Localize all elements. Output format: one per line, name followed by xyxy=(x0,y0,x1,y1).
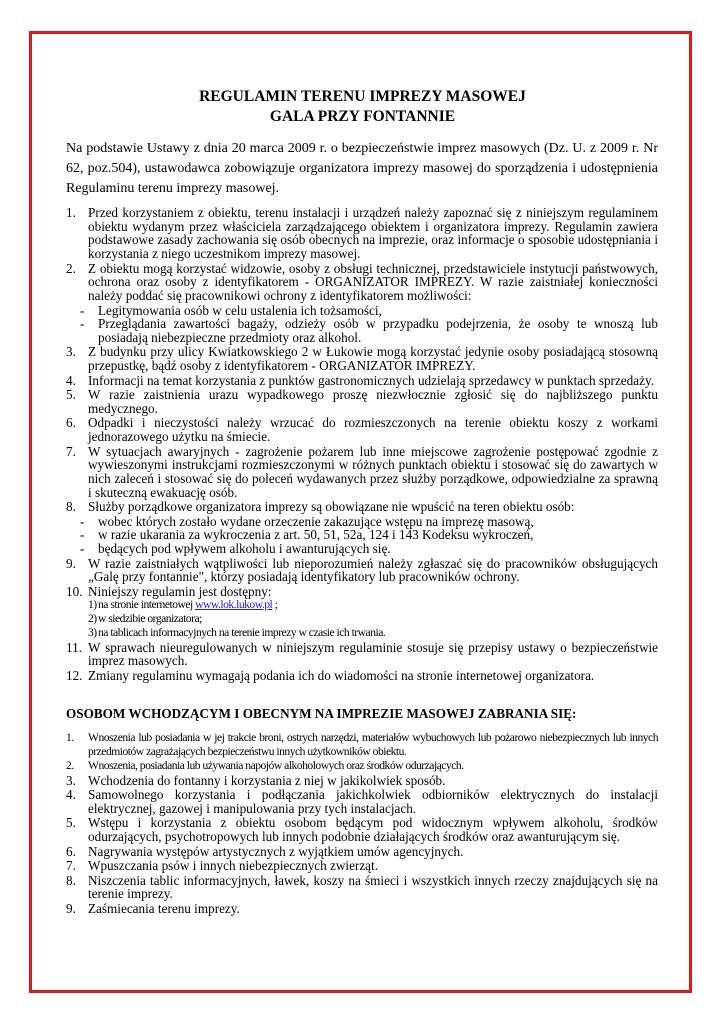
prohibition-number: 1. xyxy=(66,731,74,744)
rule-8-sub-3: - będących pod wpływem alkoholu i awanturujących się. xyxy=(80,541,391,557)
rule-10-sub-3: 3) na tablicach informacyjnych na terenie imprezy w czasie ich trwania. xyxy=(88,625,386,639)
sub-text: będących pod wpływem alkoholu i awanturujących się. xyxy=(98,541,391,557)
rule-number: 8. xyxy=(66,499,76,515)
prohibition-3 xyxy=(66,774,658,788)
rule-number: 2. xyxy=(66,260,76,276)
rule-text: W sytuacjach awaryjnych - zagrożenie pożarem lub inne miejscowe zagrożenie postępować zgodnie z wywieszonymi instrukcjami rozmieszczonymi w różnych punktach obiektu i stosować się do zawartych w nich zaleceń i stosować się do poleceń wydawanych przez służby porządkowe, odpowiedzialne za sprawną i skuteczną ewakuację osób. xyxy=(88,443,658,500)
sub-text: w razie ukarania za wykroczenia z art. 50, 51, 52a, 124 i 143 Kodeksu wykroczeń, xyxy=(98,527,534,543)
rule-number: 9. xyxy=(66,555,76,571)
rule-text: Z obiektu mogą korzystać widzowie, osoby z obsługi technicznej, przedstawiciele instytucji państwowych, ochrona oraz osoby z identyfikatorem - ORGANIZATOR IMPREZY. W razie zaistniałej konieczności należy poddać się pracownikowi ochrony z identyfikatorem możliwości: xyxy=(88,260,658,304)
prohibition-text: Niszczenia tablic informacyjnych, ławek, koszy na śmieci i wszystkich innych rzeczy znajdujących się na terenie imprezy. xyxy=(88,872,658,902)
prohibition-text: Wstępu i korzystania z obiektu osobom będącym pod widocznym wpływem alkoholu, środków odurzających, psychotropowych lub innych podobnie działających środków oraz awanturującym się. xyxy=(88,815,658,845)
rule-number: 3. xyxy=(66,344,76,360)
rule-text: Służby porządkowe organizatora imprezy są obowiązane nie wpuścić na teren obiektu osób: xyxy=(88,499,575,515)
sub-text: Legitymowania osób w celu ustalenia ich tożsamości, xyxy=(98,302,382,318)
rule-text: Odpadki i nieczystości należy wrzucać do rozmieszczonych na terenie obiektu koszy z workami jednorazowego użytku na śmiecie. xyxy=(88,415,658,445)
rule-8-sub-1: - wobec których zostało wydane orzeczenie zakazujące wstępu na imprezę masową, xyxy=(80,513,534,529)
rule-text: W sprawach nieuregulowanych w niniejszym regulaminie stosuje się przepisy ustawy o bezpieczeństwie imprez masowych. xyxy=(88,639,658,669)
rule-text: Informacji na temat korzystania z punktów gastronomicznych udzielają sprzedawcy w punktach sprzedaży. xyxy=(88,372,654,388)
rule-text: Zmiany regulaminu wymagają podania ich do wiadomości na stronie internetowej organizatora. xyxy=(88,667,595,683)
prohibition-text: Zaśmiecania terenu imprezy. xyxy=(88,900,240,916)
prohibition-text: Wnoszenia lub posiadania w jej trakcie broni, ostrych narzędzi, materiałów wybuchowych lub pożarowo niebezpiecznych lub innych przedmiotów zagrażających bezpieczeństwu innych użytkowników obiektu. xyxy=(88,731,658,758)
rule-number: 12. xyxy=(66,667,83,683)
rule-2-sub-2: - Przeglądania zawartości bagaży, odzieży osób w przypadku podejrzenia, że osoby te wnoszą lub posiadają niebezpieczne przedmioty oraz alkohol. xyxy=(80,316,658,345)
rule-8 xyxy=(66,500,658,514)
rule-6 xyxy=(66,416,658,443)
rule-9 xyxy=(66,557,658,584)
prohibition-text: Wnoszenia, posiadania lub używania napojów alkoholowych oraz środków odurzających. xyxy=(88,759,464,773)
prohibition-text: Nagrywania występów artystycznych z wyjątkiem umów agencyjnych. xyxy=(88,843,464,859)
prohibition-9 xyxy=(66,902,658,916)
rule-11 xyxy=(66,641,658,668)
rule-7 xyxy=(66,445,658,500)
rule-number: 11. xyxy=(66,639,82,655)
prohibition-text: Samowolnego korzystania i podłączania jakichkolwiek odbiorników elektrycznych do instalacji elektrycznej, gazowej i manipulowania przy tych instalacjach. xyxy=(88,787,658,816)
rule-number: 5. xyxy=(66,387,76,403)
prohibition-1 xyxy=(66,731,658,758)
rule-number: 10. xyxy=(66,583,83,599)
prohibition-number: 8. xyxy=(66,872,76,888)
rule-4 xyxy=(66,374,658,388)
prohibition-number: 4. xyxy=(66,787,76,803)
rule-3 xyxy=(66,345,658,372)
rule-text: W razie zaistniałych wątpliwości lub nieporozumień należy zgłaszać się do pracowników obsługujących „Galę przy fontannie", którzy posiadają identyfikatory lub pracowników ochrony. xyxy=(88,555,658,585)
intro-paragraph: Na podstawie Ustawy z dnia 20 marca 2009 r. o bezpieczeństwie imprez masowych (Dz. U. z 2009 r. Nr 62, poz.504), ustawodawca zobowiązuje organizatora imprezy masowej do sporządzenia i udostępnienia Regulaminu terenu imprezy masowej. xyxy=(66,141,658,196)
prohibitions-list xyxy=(66,731,658,916)
document-subtitle: GALA PRZY FONTANNIE xyxy=(269,108,456,125)
rule-number: 1. xyxy=(66,205,76,220)
document-title: REGULAMIN TERENU IMPREZY MASOWEJ xyxy=(199,88,526,105)
rule-text: Przed korzystaniem z obiektu, terenu instalacji i urządzeń należy zapoznać się z niniejszym regulaminem obiektu wydanym przez właściciela zarządzającego obiektem i organizatora imprezy. Regulamin zawiera podstawowe zasady zachowania się osób obecnych na imprezie, oraz informacje o sposobie udostępniania i korzystania z niego uczestnikom imprezy masowej. xyxy=(88,205,658,262)
organizer-website-link[interactable]: www.lok.lukow.pl xyxy=(195,598,273,612)
rule-text: Niniejszy regulamin jest dostępny: xyxy=(88,583,272,599)
prohibition-number: 5. xyxy=(66,815,76,831)
rule-10 xyxy=(66,585,658,599)
prohibition-number: 3. xyxy=(66,772,76,788)
prohibition-number: 9. xyxy=(66,900,76,916)
sub-text: wobec których zostało wydane orzeczenie zakazujące wstępu na imprezę masową, xyxy=(98,513,534,529)
rule-1 xyxy=(66,206,658,261)
rule-text: W razie zaistnienia urazu wypadkowego proszę niezwłocznie zgłosić się do najbliższego punktu medycznego. xyxy=(88,387,658,416)
rule-number: 4. xyxy=(66,372,76,388)
rule-10-sub-1: 1) na stronie internetowej www.lok.lukow.pl ; xyxy=(88,598,278,612)
prohibition-7 xyxy=(66,859,658,873)
rule-number: 7. xyxy=(66,443,76,459)
rule-12 xyxy=(66,669,658,683)
rule-text: Z budynku przy ulicy Kwiatkowskiego 2 w Łukowie mogą korzystać jedynie osoby posiadającą stosowną przepustkę, bądź osoby z identyfikatorem - ORGANIZATOR IMPREZY. xyxy=(88,344,658,374)
prohibition-4 xyxy=(66,788,658,815)
prohibition-2 xyxy=(66,759,658,773)
rules-list xyxy=(66,206,658,683)
rule-2-sub-1: - Legitymowania osób w celu ustalenia ich tożsamości, xyxy=(80,302,382,318)
prohibition-number: 2. xyxy=(66,759,74,773)
sub-text: Przeglądania zawartości bagaży, odzieży osób w przypadku podejrzenia, że osoby te wnoszą lub posiadają niebezpieczne przedmioty oraz alkohol. xyxy=(98,316,658,345)
rule-2 xyxy=(66,262,658,303)
prohibition-text: Wpuszczania psów i innych niebezpiecznych zwierząt. xyxy=(88,858,378,874)
prohibition-number: 7. xyxy=(66,858,76,874)
prohibition-number: 6. xyxy=(66,843,76,859)
prohibition-text: Wchodzenia do fontanny i korzystania z niej w jakikolwiek sposób. xyxy=(88,772,446,788)
rule-8-sub-2: - w razie ukarania za wykroczenia z art. 50, 51, 52a, 124 i 143 Kodeksu wykroczeń, xyxy=(80,527,534,543)
prohibitions-heading: OSOBOM WCHODZĄCYM I OBECNYM NA IMPREZIE MASOWEJ ZABRANIA SIĘ: xyxy=(66,706,577,721)
prohibition-5 xyxy=(66,816,658,843)
rule-number: 6. xyxy=(66,415,76,431)
rule-5 xyxy=(66,388,658,415)
prohibition-6 xyxy=(66,845,658,859)
rule-10-sub-2: 2) w siedzibie organizatora; xyxy=(88,612,202,626)
prohibition-8 xyxy=(66,874,658,901)
